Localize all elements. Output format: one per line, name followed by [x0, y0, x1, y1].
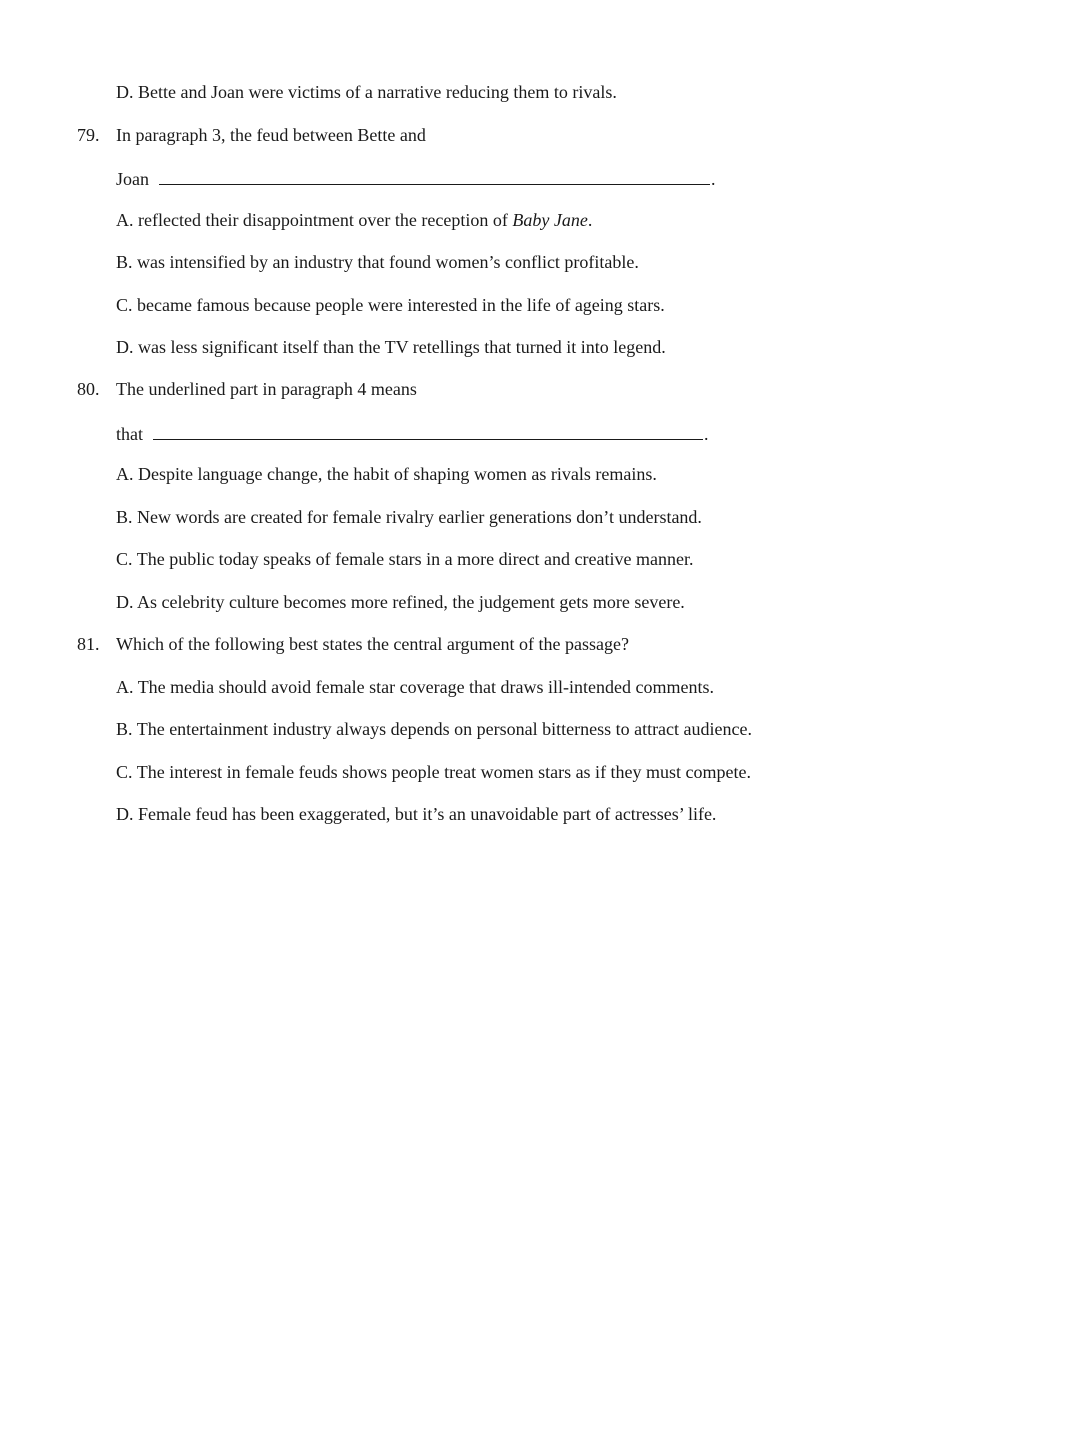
- option-letter: D.: [116, 82, 134, 102]
- q79-answer-blank: [159, 166, 710, 185]
- q79-blank-period: .: [711, 169, 716, 189]
- option-italic-title: Baby Jane: [512, 210, 588, 230]
- q81-option-d: [116, 803, 716, 825]
- q81-number: 81.: [77, 634, 100, 654]
- option-text: The entertainment industry always depends on personal bitterness to attract audience.: [136, 719, 752, 739]
- option-letter: C.: [116, 549, 133, 569]
- option-letter: D.: [116, 592, 134, 612]
- option-text: Despite language change, the habit of shaping women as rivals remains.: [138, 464, 657, 484]
- q78-option-d: [116, 81, 617, 103]
- option-text: became famous because people were interested in the life of ageing stars.: [137, 295, 665, 315]
- option-letter: A.: [116, 677, 134, 697]
- q81-option-c: [116, 761, 751, 783]
- option-letter: A.: [116, 464, 134, 484]
- q79-number: 79.: [77, 125, 100, 145]
- q80-option-c: [116, 548, 693, 570]
- q80-number: 80.: [77, 379, 100, 399]
- option-text: was intensified by an industry that found women’s conflict profitable.: [137, 252, 639, 272]
- option-text-end: .: [587, 210, 593, 230]
- option-letter: B.: [116, 252, 133, 272]
- option-text: Bette and Joan were victims of a narrative reducing them to rivals.: [138, 82, 617, 102]
- q79-option-a: [116, 209, 592, 231]
- option-text: As celebrity culture becomes more refined, the judgement gets more severe.: [137, 592, 685, 612]
- option-letter: A.: [116, 210, 134, 230]
- option-letter: D.: [116, 337, 134, 357]
- option-text: The media should avoid female star coverage that draws ill-intended comments.: [137, 677, 714, 697]
- option-letter: C.: [116, 295, 133, 315]
- q80-option-a: [116, 463, 657, 485]
- q81-option-a: [116, 676, 714, 698]
- q79-stem-line2: [116, 166, 716, 190]
- option-text: Female feud has been exaggerated, but it’s an unavoidable part of actresses’ life.: [138, 804, 717, 824]
- q79-option-c: [116, 294, 665, 316]
- q80-blank-period: .: [704, 424, 709, 444]
- q80-option-b: [116, 506, 702, 528]
- q80-stem-word: that: [116, 424, 143, 444]
- option-text: The public today speaks of female stars in a more direct and creative manner.: [136, 549, 694, 569]
- q80-stem-line1: The underlined part in paragraph 4 means: [116, 379, 417, 399]
- option-text: was less significant itself than the TV retellings that turned it into legend.: [138, 337, 666, 357]
- q79-stem-line1: In paragraph 3, the feud between Bette and: [116, 125, 426, 145]
- q80-answer-blank: [153, 421, 703, 440]
- option-text: reflected their disappointment over the reception of: [138, 210, 513, 230]
- option-letter: B.: [116, 719, 133, 739]
- q79-option-d: [116, 336, 666, 358]
- option-text: The interest in female feuds shows people treat women stars as if they must compete.: [136, 762, 752, 782]
- option-letter: B.: [116, 507, 133, 527]
- q79-stem-word: Joan: [116, 169, 149, 189]
- q80-stem-line2: [116, 421, 709, 445]
- option-letter: C.: [116, 762, 133, 782]
- option-letter: D.: [116, 804, 134, 824]
- option-text: New words are created for female rivalry earlier generations don’t understand.: [137, 507, 702, 527]
- q80-option-d: [116, 591, 685, 613]
- q81-stem: Which of the following best states the central argument of the passage?: [116, 634, 629, 654]
- q81-option-b: [116, 718, 752, 740]
- q79-option-b: [116, 251, 639, 273]
